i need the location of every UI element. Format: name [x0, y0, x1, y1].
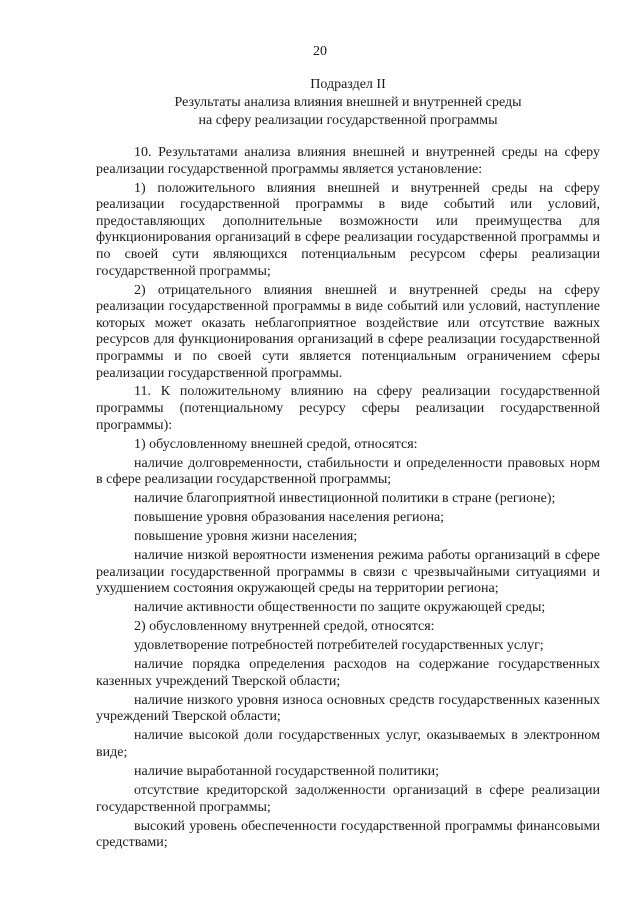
paragraph: 1) положительного влияния внешней и внутренней среды на сферу реализации государственной программы в виде событий или условий, предоставляющих дополнительные возможности или преимущества для функционирования организаций в сфере реализации государственной программы и по своей сути являющихся потенциальным ресурсом сферы реализации государственной программы;: [96, 180, 600, 279]
paragraph: 11. К положительному влиянию на сферу реализации государственной программы (потенциальному ресурсу сферы реализации государственной программы):: [96, 384, 600, 433]
paragraph: 2) отрицательного влияния внешней и внутренней среды на сферу реализации государственной программы в виде событий или условий, наступление которых может оказать неблагоприятное воздействие или отсутствие важных ресурсов для функционирования организаций в сфере реализации государственной программы и по своей сути является потенциальным ограничением сферы реализации государственной программы.: [96, 282, 600, 381]
paragraph: наличие низкого уровня износа основных средств государственных казенных учреждений Тверской области;: [96, 692, 600, 725]
section-title-line-2: на сферу реализации государственной программы: [198, 113, 498, 128]
subsection-label: Подраздел II: [310, 77, 386, 92]
page-number: 20: [313, 44, 327, 59]
paragraph: повышение уровня образования населения региона;: [134, 510, 445, 526]
paragraph: высокий уровень обеспеченности государственной программы финансовыми средствами;: [96, 818, 600, 851]
paragraph: отсутствие кредиторской задолженности организаций в сфере реализации государственной программы;: [96, 783, 600, 815]
paragraph: наличие выработанной государственной политики;: [134, 764, 440, 780]
section-title-line-1: Результаты анализа влияния внешней и внутренней среды: [174, 95, 522, 110]
document-body: [96, 145, 600, 854]
paragraph: удовлетворение потребностей потребителей государственных услуг;: [134, 638, 544, 654]
paragraph: повышение уровня жизни населения;: [134, 529, 358, 545]
paragraph: наличие благоприятной инвестиционной политики в стране (регионе);: [134, 491, 556, 507]
section-heading: [96, 76, 600, 130]
paragraph: наличие долговременности, стабильности и определенности правовых норм в сфере реализации государственной программы;: [96, 455, 600, 488]
paragraph: наличие порядка определения расходов на содержание государственных казенных учреждений Тверской области;: [96, 657, 600, 689]
paragraph: 1) обусловленному внешней средой, относятся:: [134, 436, 418, 452]
paragraph: наличие высокой доли государственных услуг, оказываемых в электронном виде;: [96, 728, 600, 761]
paragraph: наличие низкой вероятности изменения режима работы организаций в сфере реализации государственной программы в связи с чрезвычайными ситуациями и ухудшением состояния окружающей среды на территории региона;: [96, 548, 600, 597]
paragraph: наличие активности общественности по защите окружающей среды;: [134, 600, 546, 616]
paragraph: 2) обусловленному внутренней средой, относятся:: [134, 619, 435, 635]
paragraph: 10. Результатами анализа влияния внешней и внутренней среды на сферу реализации государственной программы является установление:: [96, 145, 600, 177]
